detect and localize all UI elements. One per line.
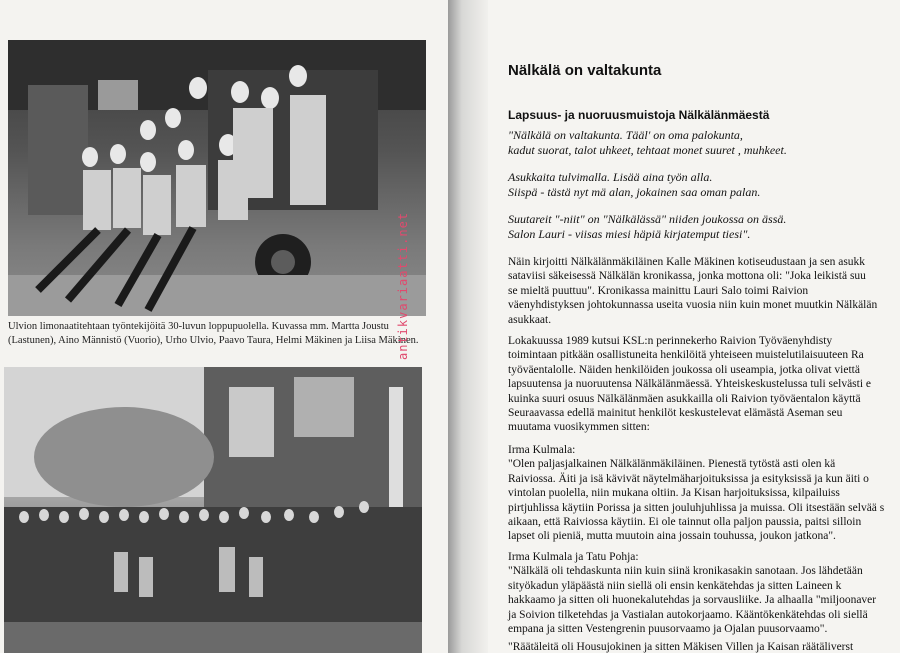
poem-line: "Nälkälä on valtakunta. Tääl' on oma palokunta, bbox=[508, 128, 743, 142]
paragraph-line: asukkaat. bbox=[508, 313, 552, 326]
poem-stanza bbox=[508, 170, 760, 200]
paragraph bbox=[508, 255, 877, 327]
paragraph-line: Näin kirjoitti Nälkälänmäkiläinen Kalle Mäkinen kotiseudustaan ja sen asukk bbox=[508, 256, 866, 268]
poem-line: Salon Lauri - viisas miesi häpiä kirjatemput tiesi". bbox=[508, 227, 751, 241]
paragraph-line: Raiviossa. Äiti ja isä kävivät näytelmäharjoituksissa ja esityksissä ja kun äiti o bbox=[508, 472, 869, 485]
photo-crowd-outside-hall bbox=[4, 367, 422, 653]
caption-line: (Lastunen), Aino Männistö (Vuorio), Urho Ulvio, Paavo Taura, Helmi Mäkinen ja Liisa Mäkinen. bbox=[8, 335, 419, 346]
poem-line: Siispä - tästä nyt mä alan, jokainen saa oman palan. bbox=[508, 185, 761, 199]
paragraph-line: aikaan, että Raiviossa käytiin. Ei ole tainnut olla paljon paussia, paitsi silloin bbox=[508, 516, 862, 529]
watermark-text: antikvariaatti.net bbox=[396, 211, 410, 360]
paragraph-line: "Räätäleitä oli Housujokinen ja sitten Mäkisen Villen ja Kaisan räätäliverst bbox=[508, 641, 854, 653]
book-spine bbox=[448, 0, 488, 653]
paragraph-line: toimintaan pitkään osallistuneita henkilöitä yhteiseen muistelutilaisuuteen Ra bbox=[508, 349, 864, 362]
paragraph-line: "Olen paljasjalkainen Nälkälänmäkiläinen. Pienestä tytöstä asti olen kä bbox=[508, 458, 836, 471]
paragraph bbox=[508, 334, 871, 435]
paragraph bbox=[508, 640, 853, 653]
paragraph-line: sataviisi säkeisessä Nälkälän kronikassa, jonka mottona oli: "Joka leikistä suu bbox=[508, 270, 866, 283]
paragraph-line: Seuraavassa edellä mainitut henkilöt keskustelevat elämästä Aseman seu bbox=[508, 407, 843, 420]
paragraph-line: vintolan puolella, niin mukana oltiin. Ja Kisan harjoituksissa, kilpailuiss bbox=[508, 487, 840, 500]
speaker-name: Irma Kulmala: bbox=[508, 444, 576, 456]
paragraph-line: empana ja sitten Vestengrenin puusorvaamo ja Ojalan puusorvaamo". bbox=[508, 623, 828, 636]
paragraph-line: "Nälkälä oli tehdaskunta niin kuin siinä kronikasakin sanotaan. Jos lähdetään bbox=[508, 565, 863, 578]
paragraph bbox=[508, 443, 884, 544]
poem-line: Asukkaita tulvimalla. Lisää aina työn alla. bbox=[508, 170, 713, 184]
poem-line: kadut suorat, talot uhkeet, tehtaat monet suuret , muhkeet. bbox=[508, 143, 787, 157]
paragraph-line: työväentalolle. Näiden henkilöiden joukossa oli useampia, jotka olivat viettä bbox=[508, 363, 860, 376]
paragraph-line: muutama vuosikymmen sitten: bbox=[508, 421, 650, 434]
photo-factory-workers-image bbox=[8, 40, 426, 316]
paragraph-line: kuinka suuri osuus Nälkälänmäen asukkailla oli Raivion työväentalon käyttä bbox=[508, 392, 861, 405]
paragraph-line: se mieltä puuttuu". Kronikassa mainittu Lauri Salo toimi Raivion bbox=[508, 284, 809, 297]
photo-factory-workers bbox=[8, 40, 426, 316]
article-title: Nälkälä on valtakunta bbox=[508, 62, 662, 79]
paragraph-line: väenyhdistyksen johtokunnassa useita vuosia niin kuin monet muutkin Nälkälän bbox=[508, 299, 878, 312]
paragraph-line: sityökadun yläpäästä niin siellä oli ensin kenkätehdas ja sitten Laineen k bbox=[508, 579, 842, 592]
article-subtitle: Lapsuus- ja nuoruusmuistoja Nälkälänmäestä bbox=[508, 108, 770, 122]
paragraph-line: Lokakuussa 1989 kutsui KSL:n perinnekerho Raivion Työväenyhdisty bbox=[508, 335, 833, 347]
left-page bbox=[0, 0, 448, 653]
caption-line: Ulvion limonaatitehtaan työntekijöitä 30-luvun loppupuolella. Kuvassa mm. Martta Joustu bbox=[8, 321, 389, 332]
paragraph-line: lapsuutensa ja nuoruutensa Nälkälänmäessä. Yhteiskeskustelussa tuli selvästi e bbox=[508, 378, 872, 391]
poem-stanza bbox=[508, 128, 787, 158]
speaker-name: Irma Kulmala ja Tatu Pohja: bbox=[508, 551, 639, 563]
paragraph-line: lapset oli pieniä, mutta muutoin aina jossain touhussa, joukon jatkona". bbox=[508, 530, 836, 543]
poem-stanza bbox=[508, 212, 786, 242]
photo-caption bbox=[8, 320, 428, 348]
paragraph bbox=[508, 550, 876, 636]
paragraph-line: pirtjuhlissa käytiin Porissa ja sitten jouluhjuhlissa ja muissa. Oli itsestään selvää s bbox=[508, 501, 885, 514]
paragraph-line: hakkaamo ja sitten oli huonekalutehdas ja sorvausliike. Ja alhaalla "miljoonaver bbox=[508, 594, 877, 607]
photo-crowd-image bbox=[4, 367, 422, 653]
paragraph-line: ja Soivion tilketehdas ja Vastialan autokorjaamo. Kääntökenkätehdas oli siellä bbox=[508, 608, 868, 621]
poem-line: Suutareit "-niit" on "Nälkälässä" niiden joukossa on ässä. bbox=[508, 212, 787, 226]
right-page bbox=[488, 0, 900, 653]
